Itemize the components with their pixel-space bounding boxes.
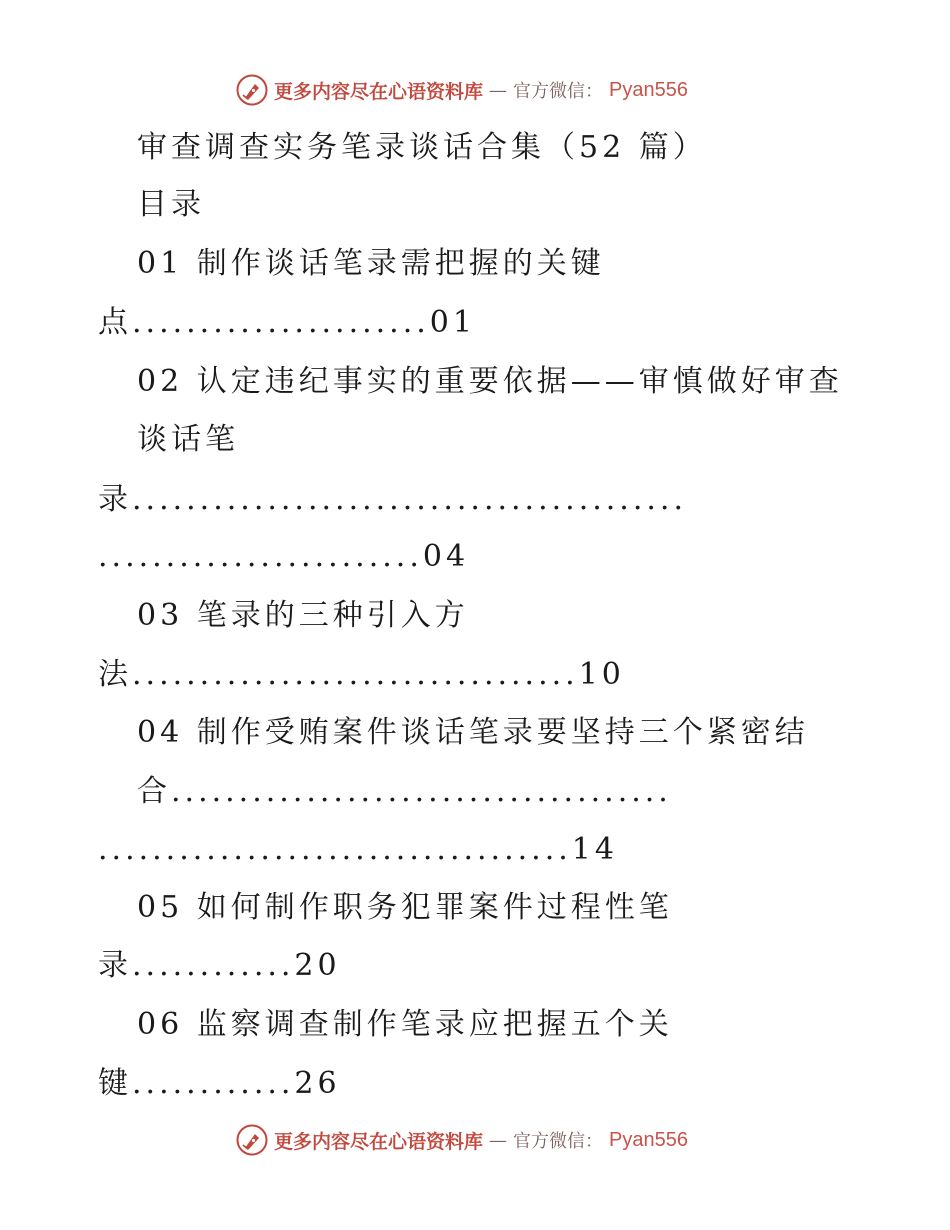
toc-entry-06-leader[interactable]: 键............26 (98, 1066, 341, 1101)
watermark-label: 官方微信： (513, 81, 604, 102)
watermark-wechat-id: Pyan556 (609, 1128, 688, 1151)
toc-entry-05-leader[interactable]: 录............20 (98, 948, 341, 983)
watermark-label: 官方微信： (513, 1131, 604, 1152)
toc-heading: 目录 (137, 187, 205, 222)
watermark-wechat-id: Pyan556 (609, 78, 688, 101)
header-watermark (236, 72, 688, 108)
toc-entry-01-leader[interactable]: 点......................01 (98, 305, 476, 340)
pen-nib-logo-icon (236, 1124, 268, 1156)
toc-entry-06-title[interactable]: 06 监察调查制作笔录应把握五个关 (137, 1007, 673, 1042)
toc-entry-02-title-cont[interactable]: 谈话笔 (137, 422, 239, 457)
toc-entry-03-leader[interactable]: 法.................................10 (98, 657, 625, 692)
watermark-separator: — (489, 1129, 508, 1151)
toc-entry-01-title[interactable]: 01 制作谈话笔录需把握的关键 (137, 246, 605, 281)
footer-watermark (236, 1122, 688, 1158)
toc-entry-04-title[interactable]: 04 制作受贿案件谈话笔录要坚持三个紧密结 (137, 715, 809, 750)
toc-entry-02-leader-cont[interactable]: ........................04 (98, 539, 470, 574)
toc-entry-02-title[interactable]: 02 认定违纪事实的重要依据——审慎做好审查 (137, 364, 843, 399)
toc-entry-02-leader[interactable]: 录......................................... (98, 482, 687, 517)
watermark-separator: — (489, 79, 508, 101)
pen-nib-logo-icon (236, 74, 268, 106)
toc-entry-04-leader[interactable]: ...................................14 (98, 832, 618, 867)
document-title: 审查调查实务笔录谈话合集（52 篇） (137, 130, 707, 165)
toc-entry-05-title[interactable]: 05 如何制作职务犯罪案件过程性笔 (137, 890, 673, 925)
toc-entry-04-title-cont[interactable]: 合..................................... (137, 774, 672, 809)
watermark-text: 更多内容尽在心语资料库 (274, 1130, 484, 1153)
watermark-text: 更多内容尽在心语资料库 (274, 80, 484, 103)
toc-entry-03-title[interactable]: 03 笔录的三种引入方 (137, 598, 469, 633)
